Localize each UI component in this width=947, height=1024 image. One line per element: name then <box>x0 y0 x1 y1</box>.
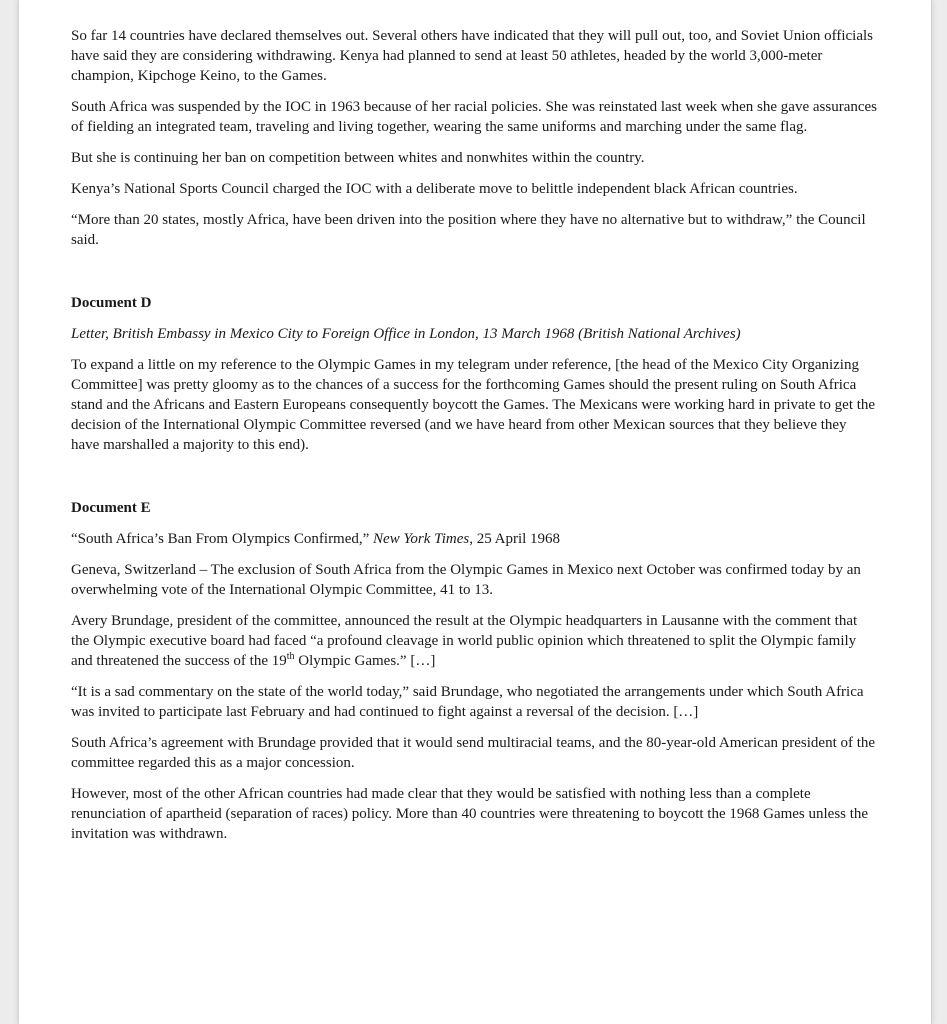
document-d-source: Letter, British Embassy in Mexico City to Foreign Office in London, 13 March 1968 (British National Archives) <box>71 326 741 342</box>
article-c-paragraph-3: But she is continuing her ban on competition between whites and nonwhites within the country. <box>71 150 645 166</box>
document-page <box>18 0 932 1024</box>
article-c-paragraph-1: So far 14 countries have declared themselves out. Several others have indicated that they will pull out, too, and Soviet Union officials have said they are considering withdrawing. Kenya had planned to send at least 50 athletes, headed by the world 3,000-meter champion, Kipchoge Keino, to the Games. <box>71 28 874 84</box>
document-e-heading: Document E <box>71 500 151 516</box>
document-e-source <box>71 529 877 549</box>
article-c-paragraph-5: “More than 20 states, mostly Africa, have been driven into the position where they have no alternative but to withdraw,” the Council said. <box>71 212 866 248</box>
article-c-paragraph-2: South Africa was suspended by the IOC in 1963 because of her racial policies. She was reinstated last week when she gave assurances of fielding an integrated team, traveling and living together, wearing the same uniforms and marching under the same flag. <box>71 99 878 135</box>
document-e-paragraph-1: Geneva, Switzerland – The exclusion of South Africa from the Olympic Games in Mexico next October was confirmed today by an overwhelming vote of the International Olympic Committee, 41 to 13. <box>71 562 861 598</box>
document-e-paragraph-3: “It is a sad commentary on the state of the world today,” said Brundage, who negotiated the arrangements under which South Africa was invited to participate last February and had continued to fight against a reversal of the decision. […] <box>71 684 864 720</box>
document-e-source-publication: New York Times <box>373 531 470 547</box>
ordinal-superscript: th <box>286 651 295 662</box>
document-e-source-title: “South Africa’s Ban From Olympics Confirmed,” <box>71 531 370 547</box>
document-e-paragraph-5: However, most of the other African countries had made clear that they would be satisfied with nothing less than a complete renunciation of apartheid (separation of races) policy. More than 40 countries were threatening to boycott the 1968 Games unless the invitation was withdrawn. <box>71 786 869 842</box>
document-e-paragraph-2 <box>71 611 877 671</box>
document-d-paragraph-1: To expand a little on my reference to the Olympic Games in my telegram under reference, [the head of the Mexico City Organizing Committee] was pretty gloomy as to the chances of a success for the forthcoming Games should the present ruling on South Africa stand and the Africans and Eastern Europeans consequently boycott the Games. The Mexicans were working hard in private to get the decision of the International Olympic Committee reversed (and we have heard from other Mexican sources that they believe they have marshalled a majority to this end). <box>71 357 876 453</box>
section-spacer <box>71 466 877 498</box>
article-c-paragraph-4: Kenya’s National Sports Council charged the IOC with a deliberate move to belittle independent black African countries. <box>71 181 798 197</box>
document-e-paragraph-2-text: Avery Brundage, president of the committee, announced the result at the Olympic headquarters in Lausanne with the comment that the Olympic executive board had faced “a profound cleavage in world public opinion which threatened to split the Olympic family and threatened the success of the 19 <box>71 613 858 669</box>
document-e-paragraph-4: South Africa’s agreement with Brundage provided that it would send multiracial teams, and the 80-year-old American president of the committee regarded this as a major concession. <box>71 735 876 771</box>
document-e-source-date: , 25 April 1968 <box>469 531 561 547</box>
document-content <box>71 26 877 855</box>
section-spacer <box>71 261 877 293</box>
document-e-paragraph-2-tail: Olympic Games.” […] <box>294 653 436 669</box>
document-d-heading: Document D <box>71 295 152 311</box>
